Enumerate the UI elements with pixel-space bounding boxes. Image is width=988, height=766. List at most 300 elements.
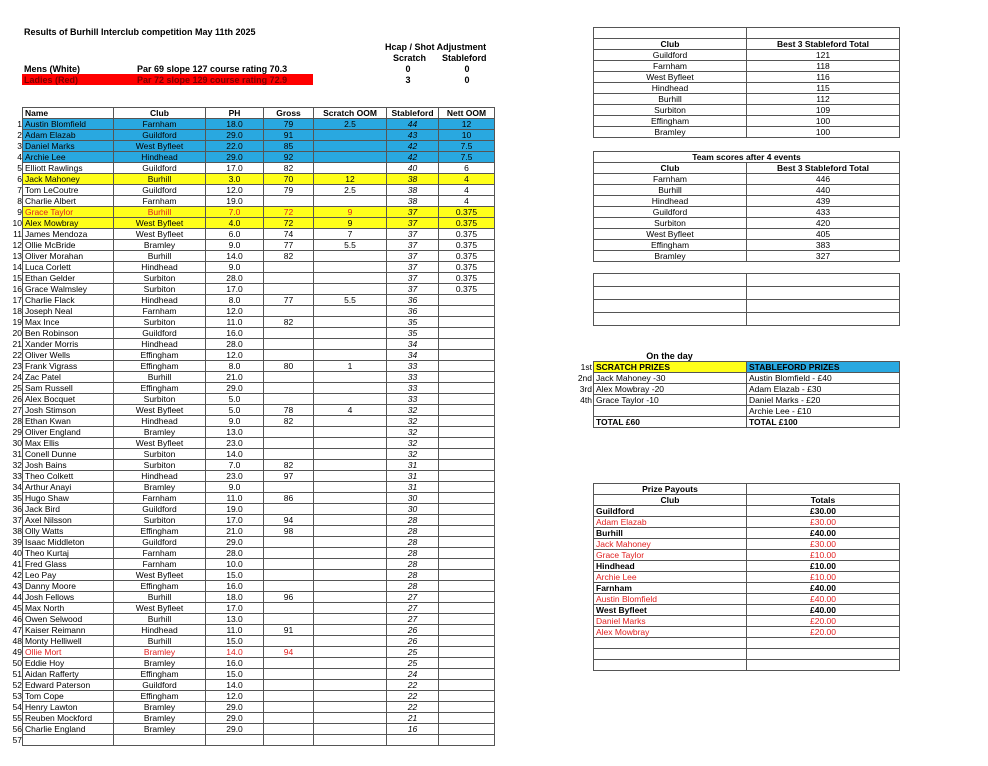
scratch-total: TOTAL £60 — [594, 417, 747, 428]
player-scratch-oom — [314, 306, 387, 317]
payout-club: Burhill — [594, 528, 747, 539]
table-row — [23, 328, 495, 339]
player-club: Hindhead — [114, 262, 206, 273]
table-row — [23, 559, 495, 570]
player-name: Max Ellis — [23, 438, 114, 449]
best3-total: 112 — [747, 94, 900, 105]
payouts-club-header: Club — [594, 495, 747, 506]
player-ph: 15.0 — [206, 669, 264, 680]
payout-club: Guildford — [594, 506, 747, 517]
player-stableford: 27 — [387, 603, 439, 614]
payout-player: Daniel Marks — [594, 616, 747, 627]
player-scratch-oom — [314, 383, 387, 394]
row-number: 31 — [12, 448, 22, 459]
payout-amount: £40.00 — [747, 528, 900, 539]
payout-player: Austin Blomfield — [594, 594, 747, 605]
player-ph: 6.0 — [206, 229, 264, 240]
player-nett-oom — [439, 372, 495, 383]
row-number: 5 — [17, 162, 22, 173]
player-club: Effingham — [114, 669, 206, 680]
row-number: 46 — [12, 613, 22, 624]
player-gross: 98 — [264, 526, 314, 537]
player-club: Bramley — [114, 713, 206, 724]
prize-position: 3rd — [579, 384, 592, 394]
payout-row — [594, 550, 900, 561]
player-nett-oom — [439, 361, 495, 372]
row-number: 4 — [17, 151, 22, 162]
player-gross: 85 — [264, 141, 314, 152]
best3-row — [594, 127, 900, 138]
player-scratch-oom — [314, 284, 387, 295]
table-row — [23, 460, 495, 471]
row-number: 3 — [17, 140, 22, 151]
table-row — [23, 306, 495, 317]
player-name: Adam Elazab — [23, 130, 114, 141]
player-stableford: 42 — [387, 141, 439, 152]
player-name: Theo Colkett — [23, 471, 114, 482]
payout-row — [594, 638, 900, 649]
table-row — [23, 680, 495, 691]
player-ph: 29.0 — [206, 713, 264, 724]
player-ph: 12.0 — [206, 185, 264, 196]
player-club: Hindhead — [114, 416, 206, 427]
ladies-scratch-adj: 3 — [405, 75, 411, 85]
player-scratch-oom — [314, 471, 387, 482]
player-nett-oom — [439, 295, 495, 306]
player-gross: 82 — [264, 416, 314, 427]
prize-row — [594, 384, 900, 395]
player-stableford: 35 — [387, 328, 439, 339]
player-name: Josh Stimson — [23, 405, 114, 416]
player-nett-oom: 0.375 — [439, 229, 495, 240]
player-scratch-oom — [314, 251, 387, 262]
player-scratch-oom — [314, 526, 387, 537]
row-number: 40 — [12, 547, 22, 558]
player-club: Guildford — [114, 504, 206, 515]
player-gross — [264, 273, 314, 284]
player-scratch-oom — [314, 614, 387, 625]
player-name: Jack Mahoney — [23, 174, 114, 185]
player-scratch-oom — [314, 647, 387, 658]
player-nett-oom — [439, 460, 495, 471]
row-number: 27 — [12, 404, 22, 415]
player-name: Kaiser Reimann — [23, 625, 114, 636]
table-row — [23, 592, 495, 603]
team-club: Burhill — [594, 185, 747, 196]
player-gross — [264, 735, 314, 746]
player-name: Grace Walmsley — [23, 284, 114, 295]
table-row — [23, 570, 495, 581]
player-ph: 23.0 — [206, 471, 264, 482]
results-table — [22, 107, 495, 746]
player-name: Danny Moore — [23, 581, 114, 592]
player-stableford: 26 — [387, 625, 439, 636]
player-gross — [264, 339, 314, 350]
player-stableford: 37 — [387, 251, 439, 262]
player-gross: 92 — [264, 152, 314, 163]
best3-row — [594, 61, 900, 72]
player-nett-oom — [439, 713, 495, 724]
prize-position: 1st — [580, 362, 592, 372]
best3-club: Surbiton — [594, 105, 747, 116]
player-scratch-oom — [314, 504, 387, 515]
row-number: 55 — [12, 712, 22, 723]
blank-row — [594, 287, 900, 300]
player-scratch-oom — [314, 724, 387, 735]
player-stableford: 32 — [387, 416, 439, 427]
player-nett-oom — [439, 350, 495, 361]
player-nett-oom — [439, 416, 495, 427]
player-ph: 29.0 — [206, 537, 264, 548]
row-number: 29 — [12, 426, 22, 437]
player-name: Oliver England — [23, 427, 114, 438]
player-name: Oliver Morahan — [23, 251, 114, 262]
best3-row — [594, 50, 900, 61]
player-stableford: 38 — [387, 185, 439, 196]
prize-position: 2nd — [577, 373, 592, 383]
table-row — [23, 416, 495, 427]
player-nett-oom — [439, 515, 495, 526]
player-club: Surbiton — [114, 284, 206, 295]
row-number: 48 — [12, 635, 22, 646]
player-club: West Byfleet — [114, 218, 206, 229]
payout-player — [594, 638, 747, 649]
row-number: 45 — [12, 602, 22, 613]
team-row — [594, 207, 900, 218]
player-nett-oom: 0.375 — [439, 218, 495, 229]
player-scratch-oom — [314, 680, 387, 691]
player-gross — [264, 449, 314, 460]
player-club: Surbiton — [114, 317, 206, 328]
scratch-prize — [594, 406, 747, 417]
player-nett-oom — [439, 394, 495, 405]
payout-player — [594, 649, 747, 660]
player-ph: 14.0 — [206, 449, 264, 460]
player-ph: 29.0 — [206, 130, 264, 141]
player-scratch-oom — [314, 460, 387, 471]
player-gross: 70 — [264, 174, 314, 185]
player-nett-oom — [439, 647, 495, 658]
row-number: 9 — [17, 206, 22, 217]
blank-row — [594, 313, 900, 326]
ladies-tee-label: Ladies (Red) — [24, 75, 79, 85]
table-row — [23, 471, 495, 482]
best3-total: 121 — [747, 50, 900, 61]
player-gross — [264, 691, 314, 702]
player-stableford: 28 — [387, 548, 439, 559]
player-gross — [264, 581, 314, 592]
row-number: 16 — [12, 283, 22, 294]
player-name: Austin Blomfield — [23, 119, 114, 130]
player-stableford: 22 — [387, 680, 439, 691]
player-name: Josh Bains — [23, 460, 114, 471]
player-club: Surbiton — [114, 515, 206, 526]
player-scratch-oom — [314, 163, 387, 174]
row-number: 1 — [17, 118, 22, 129]
player-stableford: 38 — [387, 196, 439, 207]
team-club-header: Club — [594, 163, 747, 174]
player-nett-oom — [439, 471, 495, 482]
player-stableford: 35 — [387, 317, 439, 328]
team-total: 439 — [747, 196, 900, 207]
player-ph: 29.0 — [206, 702, 264, 713]
table-row — [23, 361, 495, 372]
table-row — [23, 603, 495, 614]
table-row — [23, 713, 495, 724]
player-club: Guildford — [114, 537, 206, 548]
player-nett-oom — [439, 548, 495, 559]
player-scratch-oom: 12 — [314, 174, 387, 185]
row-number: 14 — [12, 261, 22, 272]
player-club: West Byfleet — [114, 405, 206, 416]
player-nett-oom — [439, 482, 495, 493]
table-row — [23, 152, 495, 163]
ladies-stableford-adj: 0 — [464, 75, 470, 85]
player-ph: 14.0 — [206, 647, 264, 658]
mens-tee-info: Par 69 slope 127 course rating 70.3 — [137, 64, 288, 74]
player-club: Bramley — [114, 427, 206, 438]
player-scratch-oom: 7 — [314, 229, 387, 240]
row-number: 25 — [12, 382, 22, 393]
player-name: Ben Robinson — [23, 328, 114, 339]
payout-row — [594, 660, 900, 671]
row-number: 47 — [12, 624, 22, 635]
payout-row — [594, 594, 900, 605]
player-gross — [264, 262, 314, 273]
player-club: Burhill — [114, 636, 206, 647]
scratch-prize: Jack Mahoney -30 — [594, 373, 747, 384]
player-name: James Mendoza — [23, 229, 114, 240]
player-gross — [264, 658, 314, 669]
payouts-table — [593, 483, 900, 671]
player-ph: 16.0 — [206, 328, 264, 339]
player-scratch-oom — [314, 713, 387, 724]
team-club: West Byfleet — [594, 229, 747, 240]
best3-club: Bramley — [594, 127, 747, 138]
player-name: Sam Russell — [23, 383, 114, 394]
team-total: 405 — [747, 229, 900, 240]
player-stableford: 42 — [387, 152, 439, 163]
payout-row — [594, 506, 900, 517]
player-ph: 22.0 — [206, 141, 264, 152]
player-club: Farnham — [114, 493, 206, 504]
player-nett-oom — [439, 570, 495, 581]
player-nett-oom — [439, 658, 495, 669]
payout-amount — [747, 638, 900, 649]
row-number: 39 — [12, 536, 22, 547]
player-gross — [264, 713, 314, 724]
row-number: 21 — [12, 338, 22, 349]
table-row — [23, 482, 495, 493]
table-row — [23, 273, 495, 284]
player-stableford: 37 — [387, 207, 439, 218]
on-the-day-title: On the day — [646, 351, 693, 361]
prize-positions — [568, 362, 592, 406]
player-stableford: 31 — [387, 482, 439, 493]
best3-header-row — [594, 39, 900, 50]
player-name: Ollie McBride — [23, 240, 114, 251]
player-stableford: 36 — [387, 306, 439, 317]
player-club: Bramley — [114, 724, 206, 735]
table-row — [23, 449, 495, 460]
player-ph: 16.0 — [206, 658, 264, 669]
best3-row — [594, 72, 900, 83]
team-total-header: Best 3 Stableford Total — [747, 163, 900, 174]
player-stableford: 16 — [387, 724, 439, 735]
table-row — [23, 515, 495, 526]
mens-stableford-adj: 0 — [464, 64, 470, 74]
player-gross — [264, 394, 314, 405]
team-club: Effingham — [594, 240, 747, 251]
player-name: Jack Bird — [23, 504, 114, 515]
table-row — [23, 196, 495, 207]
table-row — [23, 163, 495, 174]
player-gross: 91 — [264, 130, 314, 141]
player-scratch-oom: 9 — [314, 218, 387, 229]
row-number: 17 — [12, 294, 22, 305]
player-stableford: 40 — [387, 163, 439, 174]
row-number: 38 — [12, 525, 22, 536]
player-nett-oom — [439, 306, 495, 317]
payout-player: Jack Mahoney — [594, 539, 747, 550]
player-stableford: 28 — [387, 515, 439, 526]
adjustment-scratch-header: Scratch — [393, 53, 427, 63]
player-scratch-oom — [314, 669, 387, 680]
player-name: Owen Selwood — [23, 614, 114, 625]
player-gross: 82 — [264, 317, 314, 328]
table-row — [23, 438, 495, 449]
player-scratch-oom — [314, 702, 387, 713]
player-club: Effingham — [114, 383, 206, 394]
table-row — [23, 251, 495, 262]
player-ph: 17.0 — [206, 163, 264, 174]
player-gross: 79 — [264, 185, 314, 196]
mens-scratch-adj: 0 — [405, 64, 411, 74]
payout-amount: £30.00 — [747, 506, 900, 517]
prize-position: 4th — [580, 395, 592, 405]
player-nett-oom — [439, 449, 495, 460]
table-row — [23, 119, 495, 130]
player-gross: 72 — [264, 207, 314, 218]
player-stableford: 30 — [387, 504, 439, 515]
player-gross: 72 — [264, 218, 314, 229]
player-ph: 19.0 — [206, 196, 264, 207]
team-total: 446 — [747, 174, 900, 185]
player-nett-oom — [439, 603, 495, 614]
player-gross — [264, 680, 314, 691]
team-header-row — [594, 163, 900, 174]
team-total: 420 — [747, 218, 900, 229]
stableford-prize: Austin Blomfield - £40 — [747, 373, 900, 384]
player-scratch-oom — [314, 570, 387, 581]
player-gross — [264, 504, 314, 515]
player-name: Tom LeCoutre — [23, 185, 114, 196]
player-club: Farnham — [114, 119, 206, 130]
player-ph: 5.0 — [206, 405, 264, 416]
scratch-prizes-header: SCRATCH PRIZES — [594, 362, 747, 373]
player-ph: 8.0 — [206, 295, 264, 306]
player-ph: 18.0 — [206, 592, 264, 603]
player-gross: 86 — [264, 493, 314, 504]
row-number: 53 — [12, 690, 22, 701]
player-club: Effingham — [114, 581, 206, 592]
payouts-totals-header: Totals — [747, 495, 900, 506]
player-name: Fred Glass — [23, 559, 114, 570]
player-scratch-oom — [314, 317, 387, 328]
player-nett-oom: 0.375 — [439, 251, 495, 262]
payout-club: Hindhead — [594, 561, 747, 572]
player-scratch-oom: 4 — [314, 405, 387, 416]
player-gross: 94 — [264, 515, 314, 526]
player-stableford: 28 — [387, 581, 439, 592]
player-club: Bramley — [114, 240, 206, 251]
payout-row — [594, 616, 900, 627]
player-ph: 18.0 — [206, 119, 264, 130]
player-club: Effingham — [114, 350, 206, 361]
player-club: Hindhead — [114, 295, 206, 306]
player-gross — [264, 284, 314, 295]
player-scratch-oom — [314, 262, 387, 273]
team-row — [594, 185, 900, 196]
player-gross — [264, 196, 314, 207]
player-nett-oom — [439, 504, 495, 515]
row-number: 35 — [12, 492, 22, 503]
player-ph: 5.0 — [206, 394, 264, 405]
row-number: 2 — [17, 129, 22, 140]
player-ph: 13.0 — [206, 427, 264, 438]
best3-club: Farnham — [594, 61, 747, 72]
player-nett-oom — [439, 438, 495, 449]
table-row — [23, 383, 495, 394]
player-nett-oom: 6 — [439, 163, 495, 174]
player-gross: 78 — [264, 405, 314, 416]
table-row — [23, 669, 495, 680]
table-row — [23, 548, 495, 559]
mens-tee-label: Mens (White) — [24, 64, 80, 74]
player-ph: 12.0 — [206, 306, 264, 317]
player-ph: 4.0 — [206, 218, 264, 229]
player-ph: 12.0 — [206, 691, 264, 702]
player-nett-oom — [439, 592, 495, 603]
table-row — [23, 262, 495, 273]
payout-player — [594, 660, 747, 671]
col-scratch-oom-header: Scratch OOM — [314, 108, 387, 119]
player-ph: 10.0 — [206, 559, 264, 570]
player-gross: 77 — [264, 240, 314, 251]
row-number: 11 — [13, 228, 22, 239]
player-stableford: 44 — [387, 119, 439, 130]
player-scratch-oom — [314, 416, 387, 427]
player-nett-oom — [439, 702, 495, 713]
player-name: Grace Taylor — [23, 207, 114, 218]
best3-total: 115 — [747, 83, 900, 94]
table-row — [23, 240, 495, 251]
best3-table — [593, 27, 900, 138]
player-name: Tom Cope — [23, 691, 114, 702]
player-nett-oom — [439, 493, 495, 504]
row-number: 26 — [12, 393, 22, 404]
player-name: Reuben Mockford — [23, 713, 114, 724]
player-nett-oom: 12 — [439, 119, 495, 130]
row-number: 51 — [12, 668, 22, 679]
ladies-tee-info: Par 72 slope 129 course rating 72.9 — [137, 75, 288, 85]
player-gross: 96 — [264, 592, 314, 603]
adjustment-stableford-header: Stableford — [442, 53, 487, 63]
row-number: 56 — [12, 723, 22, 734]
player-scratch-oom: 1 — [314, 361, 387, 372]
team-row — [594, 196, 900, 207]
player-club: Effingham — [114, 361, 206, 372]
